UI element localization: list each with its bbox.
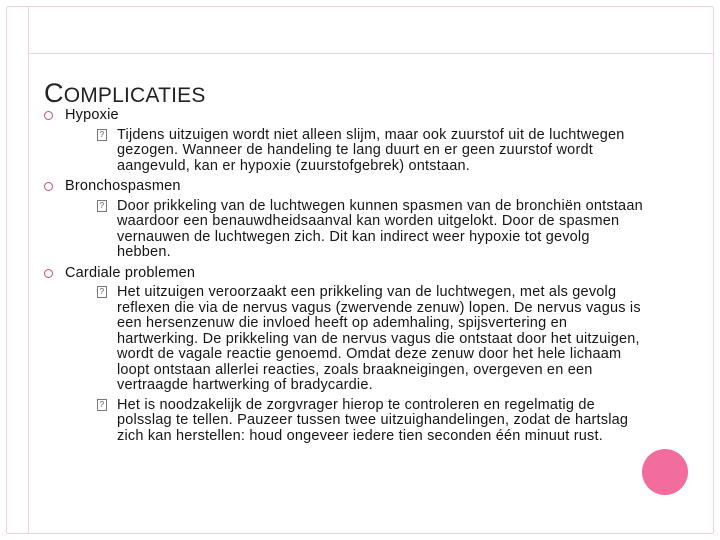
box-bullet-icon: ? (97, 200, 107, 212)
box-bullet-icon: ? (97, 286, 107, 298)
section-cardiale-problemen (44, 266, 644, 445)
section-heading: Bronchospasmen (65, 178, 181, 194)
section-heading: Hypoxie (65, 107, 119, 123)
circle-bullet-icon (44, 269, 53, 278)
section-bronchospasmen (44, 179, 644, 261)
title-initial: C (44, 78, 64, 108)
list-item (65, 398, 644, 445)
list-item-text: Door prikkeling van de luchtwegen kunnen spasmen van de bronchiën ontstaan waardoor een benauwdheidsaanval kan worden uitgelokt. Door de spasmen vernauwen de luchtwegen zich. Dit kan indirect weer hypoxie tot gevolg hebben. (117, 197, 643, 260)
section-hypoxie (44, 108, 644, 174)
decorative-circle (642, 449, 688, 495)
title-rest: OMPLICATIES (63, 84, 206, 107)
slide-title (44, 78, 206, 109)
box-bullet-icon: ? (97, 129, 107, 141)
list-item (65, 199, 644, 261)
list-item-text: Het is noodzakelijk de zorgvrager hierop te controleren en regelmatig de polsslag te tellen. Pauzeer tussen twee uitzuighandelingen, zodat de hartslag zich kan herstellen: houd ongeveer iedere tien seconden één minuut rust. (117, 396, 629, 444)
list-item (65, 128, 644, 175)
circle-bullet-icon (44, 182, 53, 191)
slide-content (44, 108, 644, 449)
list-item-text: Tijdens uitzuigen wordt niet alleen slijm, maar ook zuurstof uit de luchtwegen gezogen. Wanneer de handeling te lang duurt en er geen zuurstof wordt aangevuld, kan er hypoxie (zuurstofgebrek) ontstaan. (117, 126, 625, 174)
circle-bullet-icon (44, 111, 53, 120)
section-heading: Cardiale problemen (65, 264, 196, 281)
box-bullet-icon: ? (97, 399, 107, 411)
title-divider (28, 53, 714, 54)
list-item-text: Het uitzuigen veroorzaakt een prikkeling van de luchtwegen, met als gevolg reflexen die via de nervus vagus (zwervende zenuw) lopen. De nervus vagus is een hersenzenuw die invloed heeft op ademhaling, spijsvertering en hartwerking. De prikkeling van de nervus vagus die ontstaat door het uitzuigen, wordt de vagale reactie genoemd. Omdat deze zenuw door het hele lichaam loopt ontstaan allerlei reacties, zoals braakneigingen, overgeven en een vertraagde hartwerking of bradycardie. (117, 284, 641, 393)
list-item (65, 285, 644, 394)
